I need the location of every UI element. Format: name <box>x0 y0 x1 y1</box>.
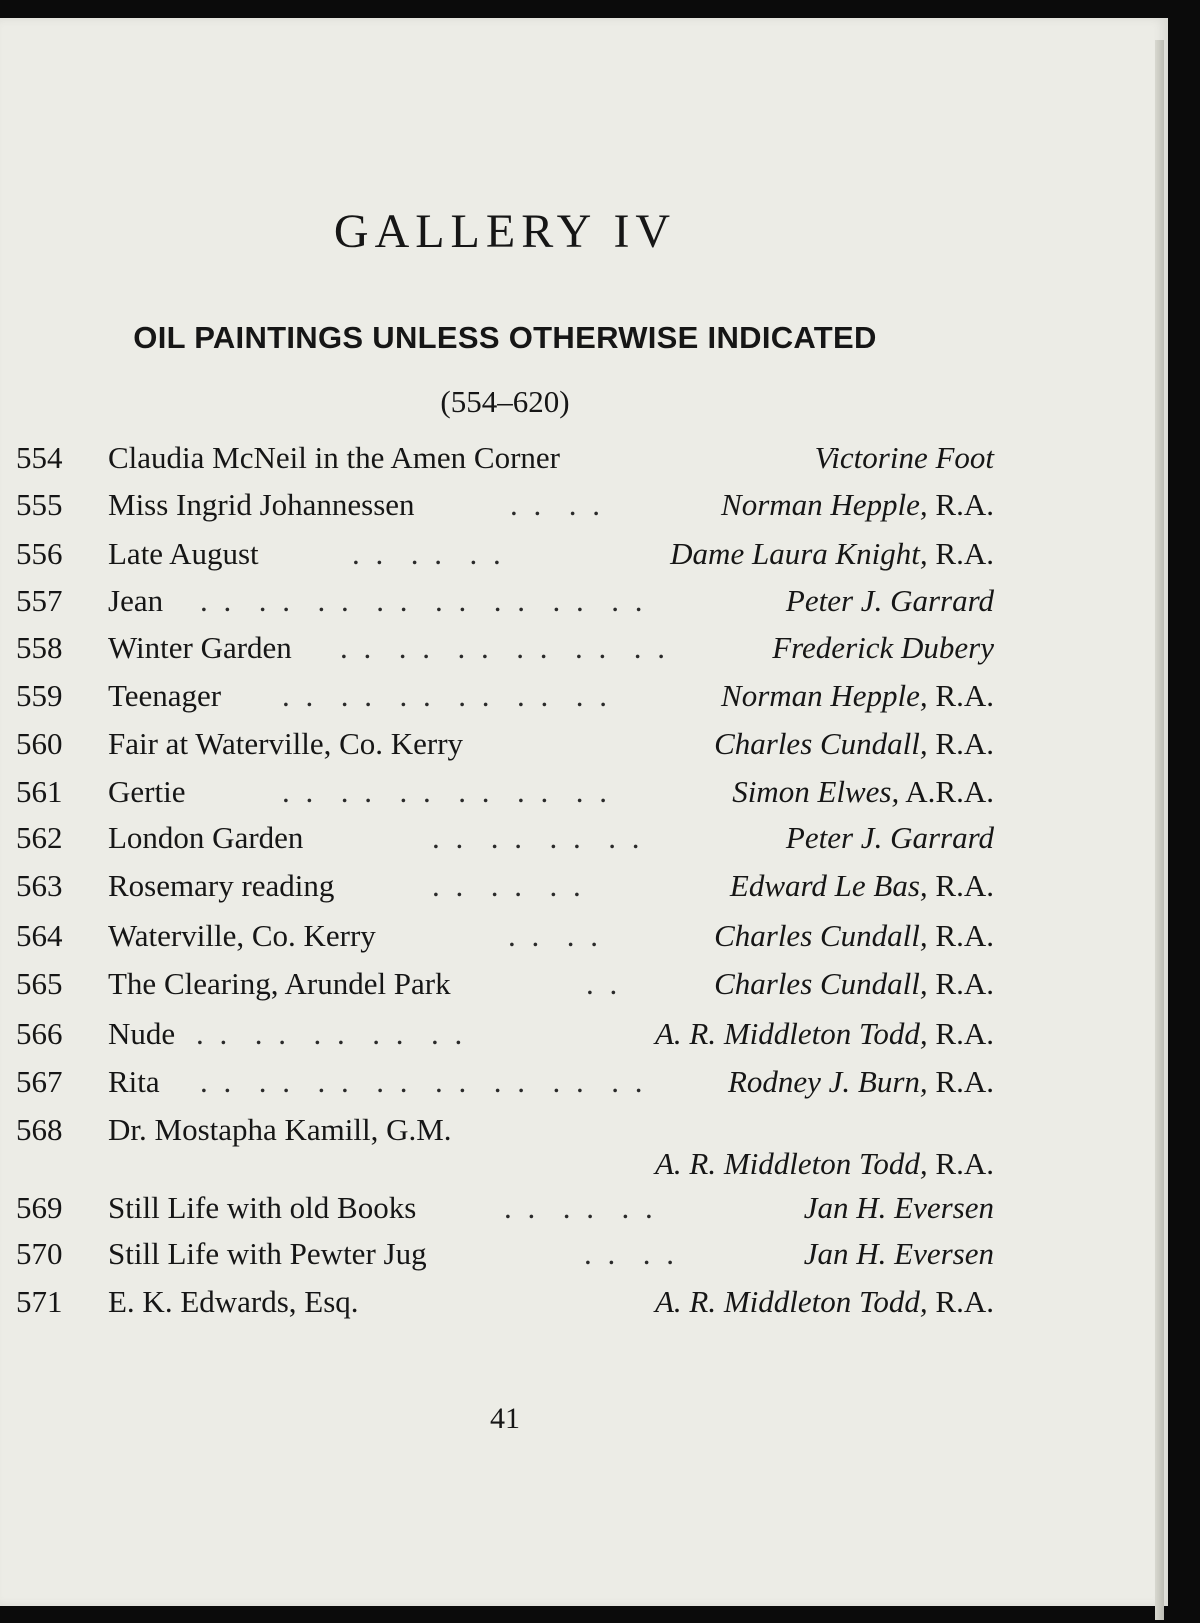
entry-title: Rosemary reading <box>108 868 335 903</box>
entry-title: Nude <box>108 1016 176 1051</box>
entry-title: London Garden <box>108 820 304 855</box>
section-subtitle: OIL PAINTINGS UNLESS OTHERWISE INDICATED <box>133 320 877 355</box>
entry-title: Dr. Mostapha Kamill, G.M. <box>108 1112 452 1147</box>
page-number: 41 <box>490 1402 520 1435</box>
entry-artist: Peter J. Garrard <box>785 820 994 855</box>
entry-artist: A. R. Middleton Todd, R.A. <box>654 1146 994 1181</box>
entry-number: 555 <box>16 487 63 522</box>
entry-title: Gertie <box>108 774 186 809</box>
entry-artist: Edward Le Bas, R.A. <box>729 868 994 903</box>
entry-artist: Jan H. Eversen <box>803 1236 994 1271</box>
entry-number: 556 <box>16 536 63 571</box>
dot-leader: . . . . . . <box>432 868 585 903</box>
entry-artist: Charles Cundall, R.A. <box>714 966 994 1001</box>
entry-artist: Peter J. Garrard <box>785 583 994 618</box>
entry-title: Rita <box>108 1064 160 1099</box>
dot-leader: . . . . . . . . . . . . <box>282 774 611 809</box>
entry-artist: Dame Laura Knight, R.A. <box>670 536 994 571</box>
catalogue-entry <box>0 436 1000 480</box>
entry-artist: A. R. Middleton Todd, R.A. <box>654 1284 994 1319</box>
entry-number: 559 <box>16 678 63 713</box>
entry-title: Fair at Waterville, Co. Kerry <box>108 726 464 761</box>
catalogue-entry <box>0 532 1000 576</box>
entry-title: The Clearing, Arundel Park <box>108 966 451 1001</box>
entry-number: 562 <box>16 820 63 855</box>
dot-leader: . . . . . . . . . . . . . . . . <box>200 1064 647 1099</box>
page-edge <box>1155 40 1164 1620</box>
entry-artist: Charles Cundall, R.A. <box>714 726 994 761</box>
catalogue-entry <box>0 579 1000 623</box>
catalogue-entry <box>0 914 1000 958</box>
dot-leader: . . . . . . . . . . . . <box>340 630 669 665</box>
entry-number: 571 <box>16 1284 63 1319</box>
entry-number: 565 <box>16 966 63 1001</box>
entry-title: Claudia McNeil in the Amen Corner <box>108 440 560 475</box>
entry-title: Winter Garden <box>108 630 292 665</box>
catalogue-entry <box>0 1232 1000 1276</box>
entry-artist: Norman Hepple, R.A. <box>721 487 994 522</box>
entry-number: 558 <box>16 630 63 665</box>
entry-number: 568 <box>16 1112 63 1147</box>
dot-leader: . . . . . . . . <box>432 820 644 855</box>
entry-number: 570 <box>16 1236 63 1271</box>
entry-artist: A. R. Middleton Todd, R.A. <box>654 1016 994 1051</box>
dot-leader: . . . . . . . . . . . . . . . . <box>200 583 647 618</box>
catalogue-entry <box>0 1186 1000 1230</box>
catalogue-entry <box>0 864 1000 908</box>
catalogue-entry <box>0 483 1000 527</box>
entry-artist: Rodney J. Burn, R.A. <box>727 1064 994 1099</box>
entry-number: 566 <box>16 1016 63 1051</box>
entry-number: 567 <box>16 1064 63 1099</box>
entry-title: Late August <box>108 536 259 571</box>
catalogue-entry <box>0 674 1000 718</box>
catalogue-entry <box>0 1060 1000 1104</box>
entry-number: 554 <box>16 440 63 475</box>
entry-number: 564 <box>16 918 63 953</box>
entry-number: 557 <box>16 583 63 618</box>
entry-number: 569 <box>16 1190 63 1225</box>
entry-title: Still Life with old Books <box>108 1190 417 1225</box>
entry-title: Jean <box>108 583 164 618</box>
catalogue-entry <box>0 626 1000 670</box>
catalogue-entry <box>0 962 1000 1006</box>
dot-leader: . . . . <box>508 918 602 953</box>
catalogue-entry <box>0 722 1000 766</box>
dot-leader: . . . . <box>584 1236 678 1271</box>
dot-leader: . . . . . . . . . . . . <box>282 678 611 713</box>
entry-title: Miss Ingrid Johannessen <box>108 487 415 522</box>
catalogue-entry <box>0 1012 1000 1056</box>
catalogue-page <box>0 18 1168 1606</box>
entry-number: 563 <box>16 868 63 903</box>
entry-artist: Norman Hepple, R.A. <box>721 678 994 713</box>
dot-leader: . . . . . . <box>504 1190 657 1225</box>
entry-title: Teenager <box>108 678 222 713</box>
entry-number: 560 <box>16 726 63 761</box>
catalogue-entry <box>0 1108 1000 1190</box>
dot-leader: . . . . <box>510 487 604 522</box>
dot-leader: . . . . . . . . . . <box>196 1016 467 1051</box>
dot-leader: . . . . . . <box>352 536 505 571</box>
entry-artist: Jan H. Eversen <box>803 1190 994 1225</box>
catalogue-range: (554–620) <box>440 384 570 419</box>
entry-artist: Charles Cundall, R.A. <box>714 918 994 953</box>
entry-number: 561 <box>16 774 63 809</box>
catalogue-entry <box>0 1280 1000 1324</box>
catalogue-entry <box>0 770 1000 814</box>
entry-title: Waterville, Co. Kerry <box>108 918 376 953</box>
entry-artist: Simon Elwes, A.R.A. <box>732 774 994 809</box>
entry-title: E. K. Edwards, Esq. <box>108 1284 359 1319</box>
entry-artist: Frederick Dubery <box>772 630 994 665</box>
dot-leader: . . <box>586 966 622 1001</box>
gallery-title: GALLERY IV <box>333 205 677 258</box>
catalogue-entry <box>0 816 1000 860</box>
entry-title: Still Life with Pewter Jug <box>108 1236 427 1271</box>
entry-artist: Victorine Foot <box>814 440 994 475</box>
